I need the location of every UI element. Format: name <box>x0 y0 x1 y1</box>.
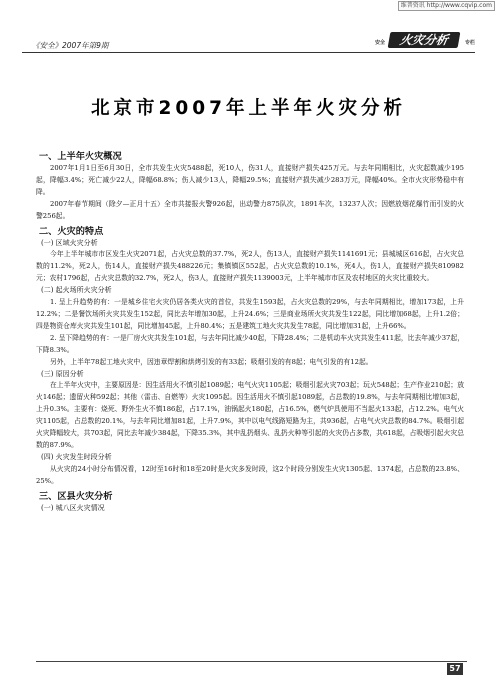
paragraph: 另外，上半年78起工地火灾中，因违章焊割和烘烤引发的有33起；吸烟引发的有8起；电气引发的有12起。 <box>50 357 373 366</box>
subsection-heading: (三) 原因分析 <box>41 369 84 378</box>
issue-label: 《安全》2007年第9期 <box>32 41 109 50</box>
article-body <box>36 150 464 514</box>
column-title: 火灾分析 <box>388 32 461 48</box>
paragraph: 从火灾的24小时分布情况看，12时至16时和18至20时是火灾多发时段，这2个时段分别发生火灾1305起、1374起，占总数的23.8%、25%。 <box>36 464 464 485</box>
paragraph: 在上半年火灾中，主要原因是：因生活用火不慎引起1089起；电气火灾1105起；吸烟引起火灾703起；玩火548起；生产作业210起；放火146起；遗留火种592起；其他（雷击、自燃等）火灾1095起。因生活用火不慎引起1089起，占总数的19.8%，与去年同期相比增加3起，上升0.3%。主要有：烧死、野外生火不慎186起，占17.1%，油锅起火180起，占16.5%，燃气炉具使用不当起火133起，占12.2%。电气火灾1105起，占总数的20.1%，与去年同比增加81起，上升7.9%，其中以电气线路短路为主，共936起，占电气火灾总数的84.7%。吸烟引起火灾降幅较大，共703起，同比去年减少384起，下降35.3%，其中乱扔烟头、乱扔火种等引起的火灾仍占多数，共618起，占吸烟引起火灾总数的87.9%。 <box>36 381 464 449</box>
article-title: 北京市2007年上半年火灾分析 <box>91 98 406 119</box>
section-heading-features: 二、火灾的特点 <box>39 225 104 237</box>
column-small-left: 安全 <box>375 40 386 46</box>
paragraph: 2007年1月1日至6月30日，全市共发生火灾5488起，死10人，伤31人，直接财产损失425万元。与去年同期相比，火灾起数减少195起，降幅3.4%；死亡减少22人，降幅68.8%；伤人减少13人，降幅29.5%；直接财产损失减少283万元，降幅40%。全市火灾形势稳中有降。 <box>36 164 464 196</box>
column-small-right: 专栏 <box>464 40 475 46</box>
page-number: 57 <box>447 663 463 675</box>
section-heading-overview: 一、上半年火灾概况 <box>39 151 122 162</box>
subsection-heading: (一) 区域火灾分析 <box>41 238 98 247</box>
footer-divider <box>36 661 467 662</box>
header-divider <box>22 52 475 53</box>
section-heading-districts: 三、区县火灾分析 <box>39 490 113 502</box>
subsection-heading: (二) 起火场所火灾分析 <box>41 286 112 295</box>
page-header <box>22 30 475 54</box>
paragraph: 2. 呈下降趋势的有：一是厂房火灾共发生101起，与去年同比减少40起，下降28.4%；二是机动车火灾共发生411起，比去年减少37起，下降8.3%。 <box>36 333 464 354</box>
paragraph: 2007年春节期间（除夕—正月十五）全市共接报火警926起，出动警力875队次，1891车次，13237人次；因燃放烟花爆竹而引发的火警256起。 <box>36 199 464 220</box>
paragraph: 今年上半年城市市区发生火灾2071起，占火灾总数的37.7%，死2人，伤13人，直接财产损失1141691元；县城城区616起，占火灾总数的11.2%，死2人，伤14人，直接财产损失488226元；集镇镇区552起，占火灾总数的10.1%，死4人，伤1人，直接财产损失810982元；农村1796起，占火灾总数的32.7%，死2人，伤3人，直接财产损失1139003元，上半年城市市区及农村地区的火灾比重较大。 <box>36 250 464 283</box>
paragraph: 1. 呈上升趋势的有：一是城乡住宅火灾仍居各类火灾的首位，共发生1593起，占火灾总数的29%，与去年同期相比，增加173起，上升12.2%；二是餐饮场所火灾共发生152起，同比去年增加30起，上升24.6%；三是商业场所火灾共发生122起，同比增加68起，上升1.2倍；四是物资仓库火灾共发生101起，同比增加45起，上升80.4%；五是建筑工地火灾共发生78起，同比增加31起，上升66%。 <box>36 298 464 330</box>
subsection-heading: (一) 城八区火灾情况 <box>41 503 105 512</box>
column-logo <box>375 30 475 50</box>
subsection-heading: (四) 火灾发生时段分析 <box>41 452 112 461</box>
watermark: 维普资讯 http://www.cqvip.com <box>398 1 495 11</box>
